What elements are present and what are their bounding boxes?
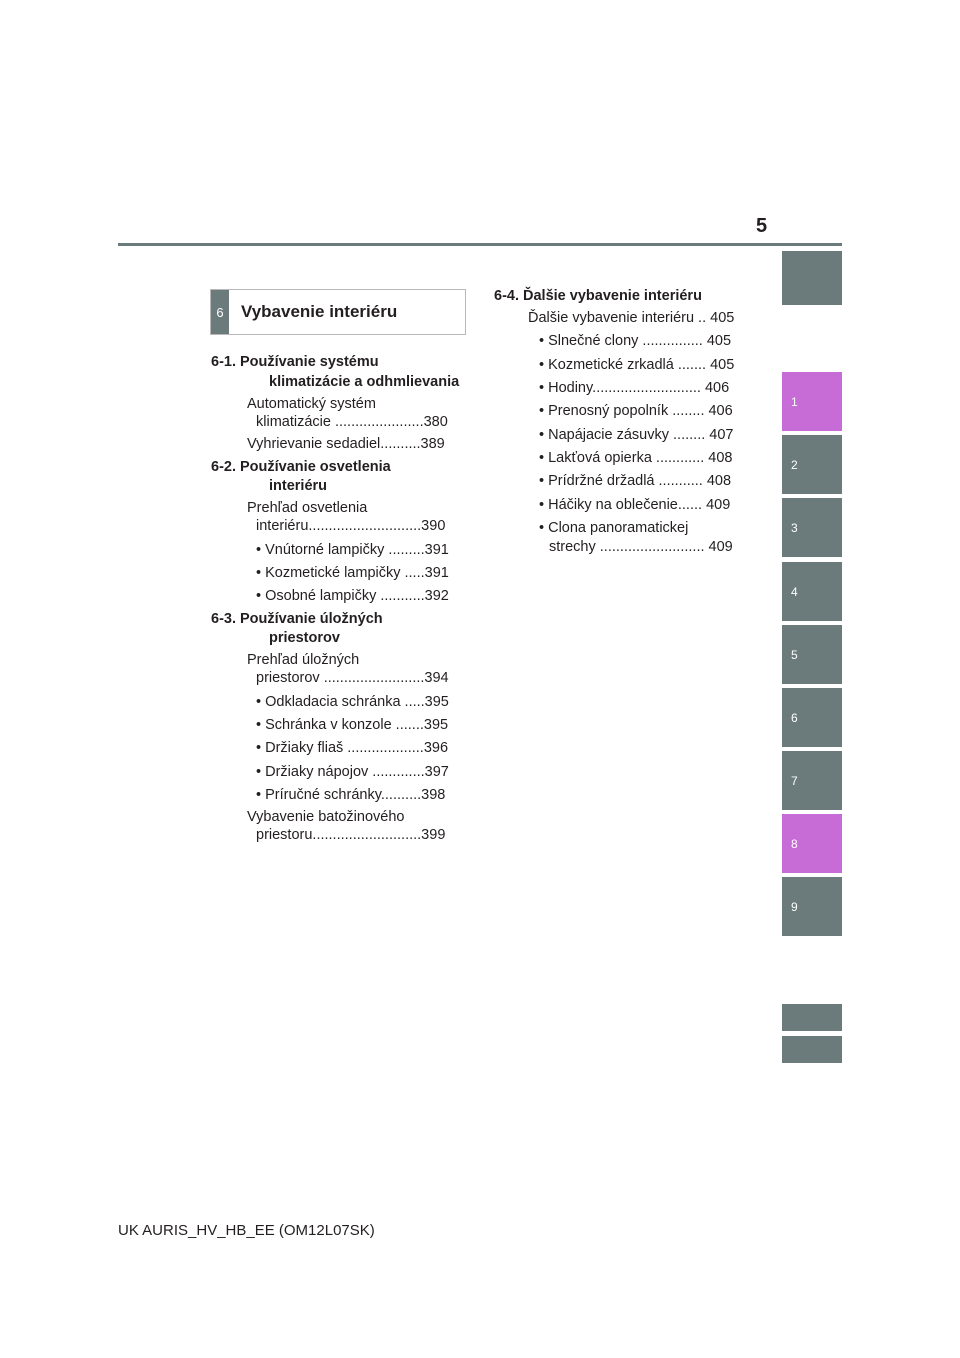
page-number: 5 [756, 215, 768, 237]
toc-subentry[interactable]: • Držiaky fliaš ...................396 [256, 740, 449, 756]
side-tab-label: 9 [791, 899, 798, 914]
toc-subentry[interactable]: • Vnútorné lampičky .........391 [256, 542, 449, 558]
side-tab-5[interactable] [782, 625, 842, 684]
toc-subentry-cont[interactable]: strechy .......................... 409 [549, 539, 733, 555]
side-tab-label: 7 [791, 773, 798, 788]
toc-subentry[interactable]: • Kozmetické zrkadlá ....... 405 [539, 357, 735, 373]
toc-entry[interactable]: Vybavenie batožinového [247, 809, 405, 825]
toc-subentry[interactable]: • Držiaky nápojov .............397 [256, 764, 449, 780]
toc-heading-6-3[interactable]: 6-3. Používanie úložných [211, 611, 383, 627]
section-header [210, 289, 466, 335]
side-tab-blank-2[interactable] [782, 1036, 842, 1063]
side-tab-blank-top[interactable] [782, 251, 842, 305]
toc-entry[interactable]: interiéru............................390 [256, 518, 446, 534]
toc-entry[interactable]: Prehľad osvetlenia [247, 500, 368, 516]
side-tab-9[interactable] [782, 877, 842, 936]
side-tab-blank-1[interactable] [782, 1004, 842, 1031]
section-number: 6 [211, 290, 229, 334]
toc-heading-6-3-cont[interactable]: priestorov [269, 630, 340, 646]
side-tab-label: 6 [791, 710, 798, 725]
side-tab-1[interactable] [782, 372, 842, 431]
toc-heading-6-1-cont[interactable]: klimatizácie a odhmlievania [269, 374, 460, 390]
toc-entry[interactable]: priestoru...........................399 [256, 827, 446, 843]
side-tab-label: 8 [791, 836, 798, 851]
toc-heading-6-2-cont[interactable]: interiéru [269, 478, 328, 494]
toc-entry[interactable]: Vyhrievanie sedadiel..........389 [247, 436, 445, 452]
side-tab-label: 1 [791, 394, 798, 409]
side-tab-8[interactable] [782, 814, 842, 873]
toc-subentry[interactable]: • Slnečné clony ............... 405 [539, 333, 732, 349]
header-rule [118, 243, 842, 246]
toc-heading-6-1[interactable]: 6-1. Používanie systému [211, 354, 379, 370]
toc-heading-6-4[interactable]: 6-4. Ďalšie vybavenie interiéru [494, 288, 702, 304]
toc-subentry[interactable]: • Napájacie zásuvky ........ 407 [539, 427, 734, 443]
side-tab-label: 4 [791, 584, 798, 599]
toc-subentry[interactable]: • Príručné schránky..........398 [256, 787, 446, 803]
side-tab-3[interactable] [782, 498, 842, 557]
side-tab-label: 2 [791, 457, 798, 472]
side-tab-label: 5 [791, 647, 798, 662]
side-tab-6[interactable] [782, 688, 842, 747]
side-tab-7[interactable] [782, 751, 842, 810]
section-title: Vybavenie interiéru [241, 302, 398, 321]
toc-subentry[interactable]: • Prenosný popolník ........ 406 [539, 403, 733, 419]
toc-subentry[interactable]: • Lakťová opierka ............ 408 [539, 450, 733, 466]
footer-doc-code: UK AURIS_HV_HB_EE (OM12L07SK) [118, 1222, 375, 1239]
side-tab-2[interactable] [782, 435, 842, 494]
toc-subentry[interactable]: • Odkladacia schránka .....395 [256, 694, 449, 710]
toc-entry[interactable]: Ďalšie vybavenie interiéru .. 405 [528, 310, 735, 326]
toc-subentry[interactable]: • Osobné lampičky ...........392 [256, 588, 449, 604]
toc-heading-6-2[interactable]: 6-2. Používanie osvetlenia [211, 459, 391, 475]
toc-entry[interactable]: klimatizácie ......................380 [256, 414, 448, 430]
toc-subentry[interactable]: • Schránka v konzole .......395 [256, 717, 449, 733]
toc-subentry[interactable]: • Kozmetické lampičky .....391 [256, 565, 449, 581]
toc-subentry[interactable]: • Hodiny........................... 406 [539, 380, 730, 396]
toc-entry[interactable]: Automatický systém [247, 396, 376, 412]
side-tab-4[interactable] [782, 562, 842, 621]
toc-subentry[interactable]: • Prídržné držadlá ........... 408 [539, 473, 732, 489]
side-tab-label: 3 [791, 520, 798, 535]
toc-subentry[interactable]: • Háčiky na oblečenie...... 409 [539, 497, 731, 513]
toc-entry[interactable]: priestorov .........................394 [256, 670, 449, 686]
toc-subentry[interactable]: • Clona panoramatickej [539, 520, 689, 536]
toc-entry[interactable]: Prehľad úložných [247, 652, 360, 668]
